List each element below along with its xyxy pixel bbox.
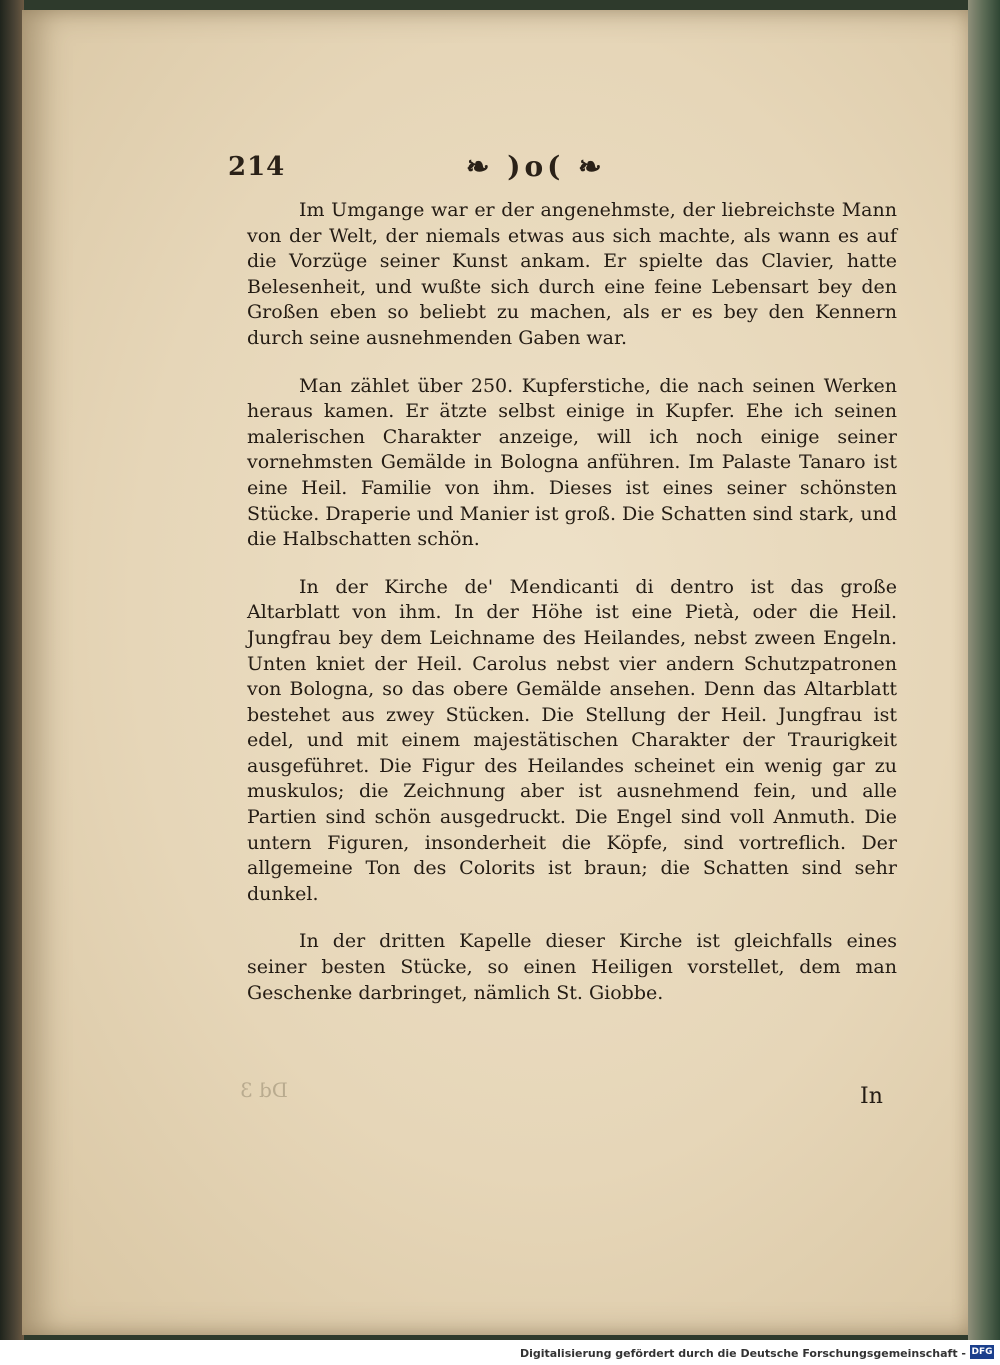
header-ornament: ❧ )o( ❧ xyxy=(466,150,606,183)
bleed-through-signature: Dd 3 xyxy=(240,1078,288,1102)
page-body xyxy=(247,198,897,1006)
page-number: 214 xyxy=(228,152,286,182)
paragraph-2: Man zählet über 250. Kupferstiche, die nach seinen Werken heraus kamen. Er ätzte selbst einige in Kupfer. Ehe ich seinen malerischen Charakter anzeige, will ich noch einige seiner vornehmsten Gemälde in Bologna anführen. Im Palaste Tanaro ist eine Heil. Familie von ihm. Dieses ist eines seiner schönsten Stücke. Draperie und Manier ist groß. Die Schatten sind stark, und die Halbschatten schön. xyxy=(247,374,897,551)
paragraph-1: Im Umgange war er der angenehmste, der liebreichste Mann von der Welt, der niemals etwas aus sich machte, als wann es auf die Vorzüge seiner Kunst ankam. Er spielte das Clavier, hatte Belesenheit, und wußte sich durch eine feine Lebensart bey den Großen eben so beliebt zu machen, als er es bey den Kennern durch seine ausnehmenden Gaben war. xyxy=(247,199,897,349)
footer-bar xyxy=(0,1340,1000,1365)
page-header xyxy=(228,150,898,190)
book-cover-edge xyxy=(0,0,24,1340)
dfg-logo: DFG xyxy=(971,1347,993,1357)
page-edge xyxy=(968,0,1000,1340)
paragraph-3: In der Kirche de' Mendicanti di dentro ist das große Altarblatt von ihm. In der Höhe ist eine Pietà, oder die Heil. Jungfrau bey dem Leichname des Heilandes, nebst zween Engeln. Unten kniet der Heil. Carolus nebst vier andern Schutzpatronen von Bologna, so das obere Gemälde ansehen. Denn das Altarblatt bestehet aus zwey Stücken. Die Stellung der Heil. Jungfrau ist edel, und mit einem majestätischen Charakter der Traurigkeit ausgeführet. Die Figur des Heilandes scheinet ein wenig gar zu muskulos; die Zeichnung aber ist ausnehmend fein, und alle Partien sind schön ausgedruckt. Die Engel sind voll Anmuth. Die untern Figuren, insonderheit die Köpfe, sind vortreflich. Der allgemeine Ton des Colorits ist braun; die Schatten sind sehr dunkel. xyxy=(247,575,897,905)
footer-credit: Digitalisierung gefördert durch die Deutsche Forschungsgemeinschaft - xyxy=(519,1347,966,1360)
paragraph-4: In der dritten Kapelle dieser Kirche ist gleichfalls eines seiner besten Stücke, so einen Heiligen vorstellet, dem man Geschenke darbringet, nämlich St. Giobbe. xyxy=(247,930,897,1004)
catchword: In xyxy=(860,1084,883,1109)
